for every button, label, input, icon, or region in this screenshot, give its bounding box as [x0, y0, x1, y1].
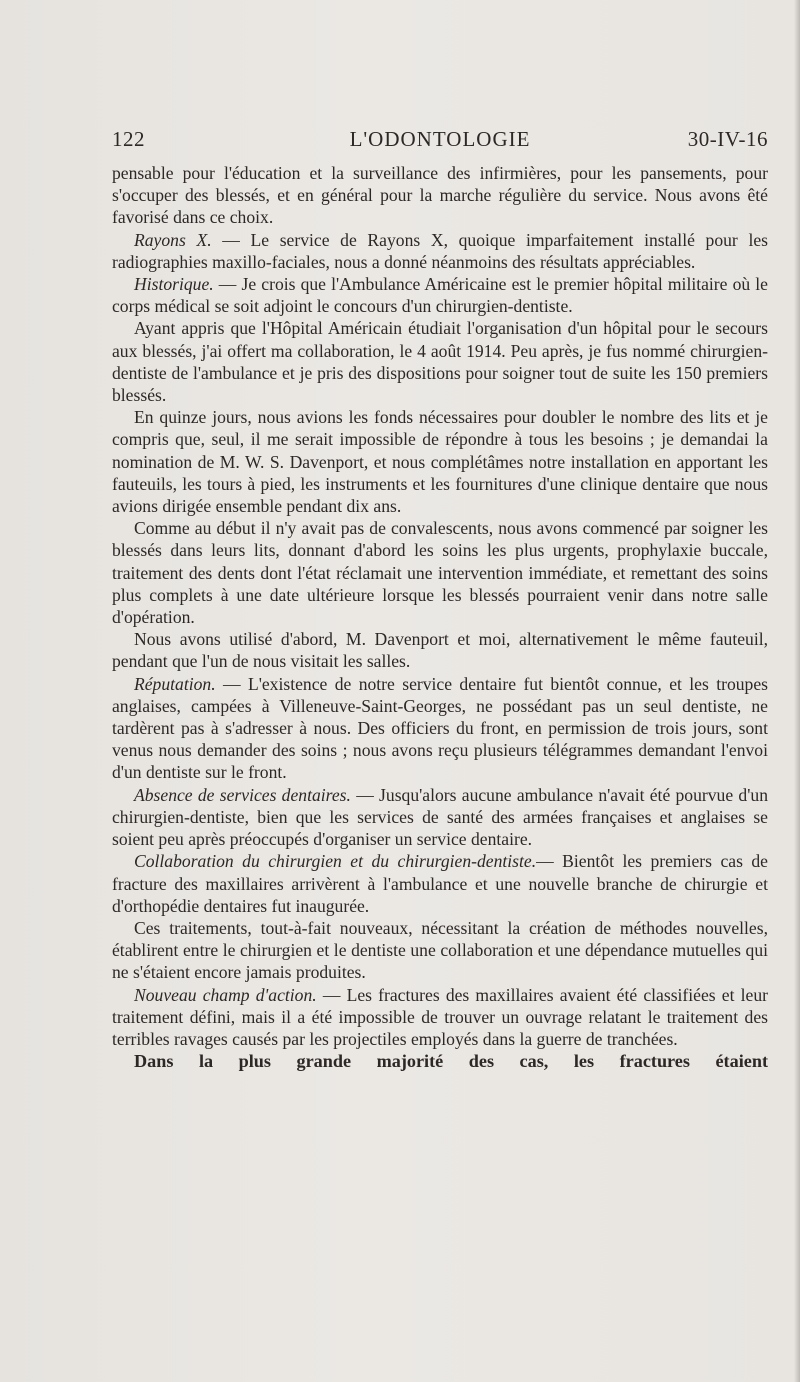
section-heading-rayons-x: Rayons X.: [134, 229, 212, 250]
paragraph-text: Dans la plus grande majorité des cas, les fractures étaient: [134, 1051, 768, 1072]
paragraph-text: — Je crois que l'Ambulance Américaine est le premier hôpital militaire où le corps médical se soit adjoint le concours d'un chirurgien-dentiste.: [112, 274, 768, 317]
paragraph-reputation: [112, 673, 768, 784]
page-number: 122: [112, 127, 145, 151]
section-heading-absence: Absence de services dentaires.: [134, 784, 351, 805]
paragraph-text: — Le service de Rayons X, quoique imparfaitement installé pour les radiographies maxillo-faciales, nous a donné néanmoins des résultats appréciables.: [112, 229, 768, 272]
paragraph-text: Nous avons utilisé d'abord, M. Davenport et moi, alternativement le même fauteuil, pendant que l'un de nous visitait les salles.: [112, 629, 768, 672]
section-heading-historique: Historique.: [134, 274, 214, 295]
section-heading-reputation: Réputation.: [134, 673, 216, 694]
paragraph-intro: [112, 162, 768, 229]
paragraph-text: Ces traitements, tout-à-fait nouveaux, nécessitant la création de méthodes nouvelles, établirent entre le chirurgien et le dentiste une collaboration et une dépendance mutuelles qui ne s'étaient encore jamais produites.: [112, 917, 768, 983]
paragraph-traitements: [112, 917, 768, 984]
section-heading-collaboration: Collaboration du chirurgien et du chirurgien-dentiste.: [134, 851, 537, 872]
section-heading-nouveau-champ: Nouveau champ d'action.: [134, 984, 317, 1005]
paragraph-historique: [112, 273, 768, 317]
paragraph-collaboration: [112, 850, 768, 917]
running-header: [112, 127, 768, 153]
body-text: [112, 162, 768, 1072]
paragraph-nouveau-champ: [112, 984, 768, 1051]
journal-title: L'ODONTOLOGIE: [349, 127, 531, 151]
paragraph-text: Comme au début il n'y avait pas de convalescents, nous avons commencé par soigner les blessés dans leurs lits, donnant d'abord les soins les plus urgents, prophylaxie buccale, traitement des dents dont l'état réclamait une intervention immédiate, et remettant des soins plus complets à une date ultérieure lorsque les blessés pourraient venir dans notre salle d'opération.: [112, 518, 768, 628]
paragraph-rayons-x: [112, 229, 768, 273]
paragraph-absence: [112, 784, 768, 851]
paragraph-majorite: [112, 1050, 768, 1072]
paragraph-collaboration-offer: [112, 317, 768, 406]
paragraph-text: pensable pour l'éducation et la surveillance des infirmières, pour les pansements, pour s'occuper des blessés, et en général pour la marche régulière du service. Nous avons êté favorisé dans ce choix.: [112, 163, 768, 228]
paragraph-text: Ayant appris que l'Hôpital Américain étudiait l'organisation d'un hôpital pour le secours aux blessés, j'ai offert ma collaboration, le 4 août 1914. Peu après, je fus nommé chirurgien-dentiste de l'ambulance et je pris des dispositions pour soigner tout de suite les 150 premiers blessés.: [112, 318, 768, 406]
page-edge-shadow: [794, 0, 800, 1382]
paragraph-text: — Bientôt les premiers cas de fracture des maxillaires arrivèrent à l'ambulance et une nouvelle branche de chirurgie et d'orthopédie dentaires fut inaugurée.: [112, 851, 768, 916]
issue-date: 30-IV-16: [687, 127, 768, 151]
paragraph-quinze-jours: [112, 406, 768, 517]
paragraph-text: — L'existence de notre service dentaire fut bientôt connue, et les troupes anglaises, campées à Villeneuve-Saint-Georges, ne possédant pas un seul dentiste, ne tardèrent pas à s'adresser à nous. Des officiers du front, en permission de trois jours, sont venus nous demander des soins ; nous avons reçu plusieurs télégrammes demandant l'envoi d'un dentiste sur le front.: [112, 673, 768, 783]
paragraph-text: — Jusqu'alors aucune ambulance n'avait été pourvue d'un chirurgien-dentiste, bien que les services de santé des armées françaises et anglaises se soient peu après préoccupés d'organiser un service dentaire.: [112, 784, 768, 850]
paragraph-text: En quinze jours, nous avions les fonds nécessaires pour doubler le nombre des lits et je compris que, seul, il me serait impossible de répondre à tous les besoins ; je demandai la nomination de M. W. S. Davenport, et nous complétâmes notre installation en apportant les fauteuils, les tours à pied, les instruments et les fournitures d'une clinique dentaire que nous avions dirigée ensemble pendant dix ans.: [112, 407, 768, 517]
paragraph-fauteuil: [112, 628, 768, 672]
paragraph-text: — Les fractures des maxillaires avaient été classifiées et leur traitement défini, mais il a été impossible de trouver un ouvrage relatant le traitement des terribles ravages causés par les projectiles employés dans la guerre de tranchées.: [112, 984, 768, 1049]
paragraph-debut: [112, 517, 768, 628]
